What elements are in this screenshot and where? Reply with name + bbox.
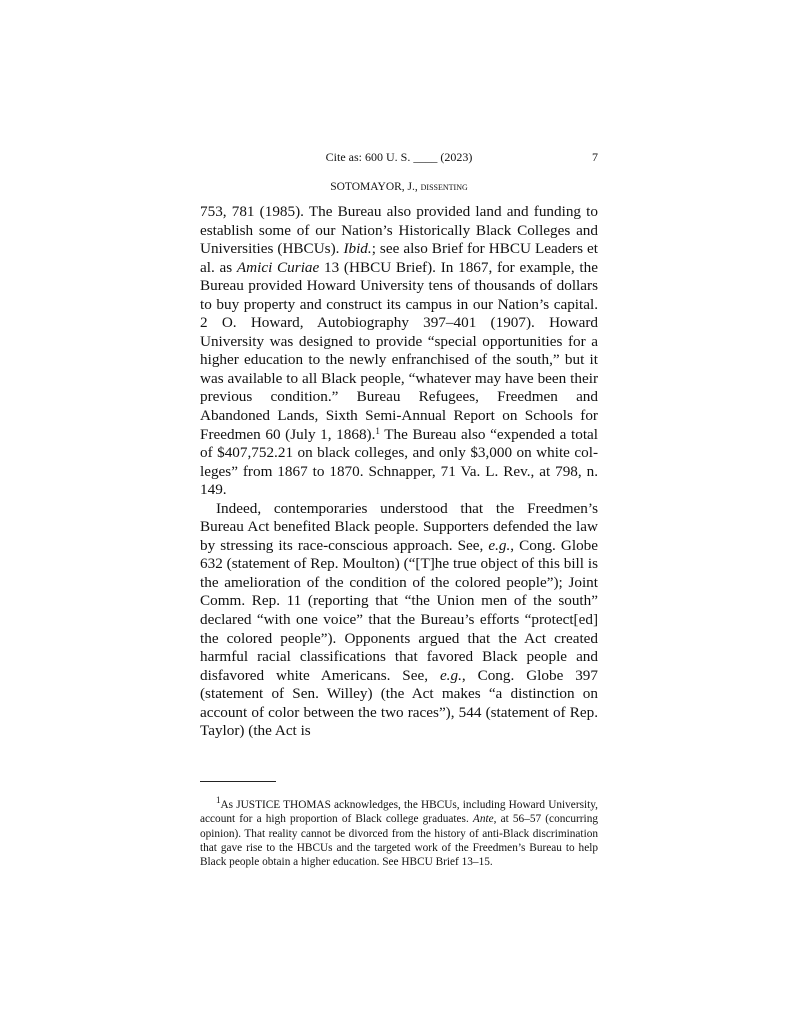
- justice-name: JUSTICE THOMAS: [236, 799, 331, 811]
- body-paragraph-1: [200, 203, 598, 500]
- text-run: , Cong. Globe 397 (statement of Sen. Willey) (the Act makes “a distinction on account of color between the two races”), 544 (statement of Rep. Taylor) (the Act is: [200, 666, 598, 740]
- footnote-marker: 1: [216, 795, 221, 805]
- citation-header: Cite as: 600 U. S. ____ (2023): [325, 150, 473, 164]
- italic-citation: Ibid.: [343, 240, 372, 258]
- footnote-divider: [200, 781, 276, 782]
- text-run: 753, 781 (1985). The Bureau also provided land and funding to establish some of our Nation’s Historically Black Colleges and Universities (HBCUs).: [200, 203, 598, 258]
- running-head: [200, 149, 598, 165]
- page-number: 7: [592, 150, 598, 164]
- italic-citation: Amici Curiae: [236, 258, 320, 276]
- body-paragraph-2: [200, 500, 598, 741]
- footnote-reference[interactable]: 1: [375, 425, 380, 436]
- author-name: SOTOMAYOR, J., dissenting: [330, 181, 468, 193]
- text-run: Indeed, contemporaries understood that the Freedmen’s Bureau Act benefited Black people. Supporters defended the law by stressing its race-conscious approach. See,: [200, 499, 598, 554]
- text-run: acknowledges, the HBCUs, including Howard University, account for a high proportion of Black college graduates.: [200, 799, 598, 826]
- text-run: The Bureau also “expended a total of $407,752.21 on black colleges, and only $3,000 on white colleges” from 1867 to 1870. Schnapper, 71 Va. L. Rev., at 798, n. 149.: [200, 425, 598, 499]
- text-run: As: [220, 799, 237, 811]
- footnotes: [200, 795, 598, 869]
- opinion-body: [200, 203, 598, 741]
- author-line: [200, 180, 598, 194]
- text-run: ; see also Brief for HBCU Leaders et al. as: [200, 240, 598, 276]
- italic-citation: Ante: [472, 813, 494, 826]
- footnote-1: [200, 795, 598, 869]
- text-run: , at 56–57 (concurring opinion). That reality cannot be divorced from the history of anti-Black discrimination that gave rise to the HBCUs and the targeted work of the Freedmen’s Bureau to help Black people obtain a higher education. See HBCU Brief 13–15.: [200, 813, 598, 869]
- text-run: 13 (HBCU Brief). In 1867, for example, the Bureau provided Howard University tens of thousands of dollars to buy property and construct its campus in our Nation’s capital. 2 O. Howard, Autobiography 397–401 (1907). Howard University was designed to provide “special opportunities for a higher education to the newly enfranchised of the south,” but it was available to all Black people, “whatever may have been their previous condition.” Bureau Refugees, Freedmen and Abandoned Lands, Sixth Semi-Annual Report on Schools for Freedmen 60 (July 1, 1868).: [200, 258, 598, 443]
- italic-signal: e.g.: [488, 536, 511, 554]
- text-run: , Cong. Globe 632 (statement of Rep. Moulton) (“[T]he true object of this bill is the amelioration of the condition of the colored people”); Joint Comm. Rep. 11 (reporting that “the Union men of the south” declared “with one voice” that the Bureau’s efforts “protect[ed] the colored people”). Opponents argued that the Act created harmful racial classifications that favored Black people and disfavored white Americans. See,: [200, 536, 598, 684]
- italic-signal: e.g.: [439, 666, 462, 684]
